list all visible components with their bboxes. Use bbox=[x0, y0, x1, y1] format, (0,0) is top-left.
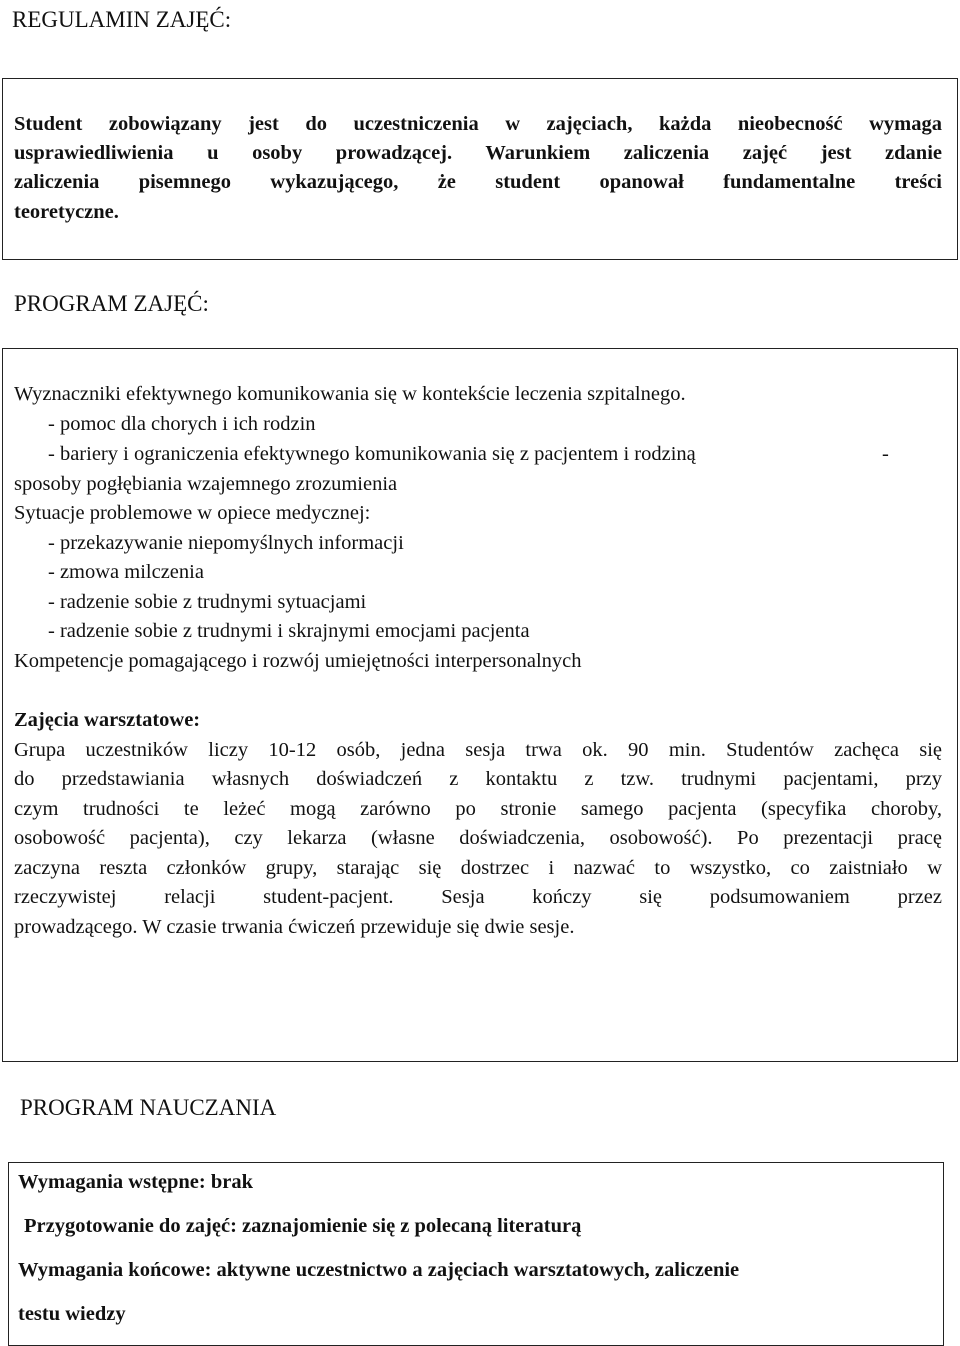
program-line-4: sposoby pogłębiania wzajemnego zrozumienia bbox=[14, 473, 398, 495]
wymagania-wstepne: Wymagania wstępne: brak bbox=[18, 1171, 253, 1193]
regulamin-line-2: usprawiedliwienia u osoby prowadzącej. Warunkiem zaliczenia zajęć jest zdanie bbox=[14, 142, 942, 164]
program-line-7: - zmowa milczenia bbox=[48, 561, 204, 583]
program-line-2: - pomoc dla chorych i ich rodzin bbox=[48, 413, 316, 435]
przygotowanie-do-zajec: Przygotowanie do zajęć: zaznajomienie się z polecaną literaturą bbox=[24, 1215, 582, 1237]
program-line-10: Kompetencje pomagającego i rozwój umiejętności interpersonalnych bbox=[14, 650, 582, 672]
workshop-line-4: osobowość pacjenta), czy lekarza (własne doświadczenia, osobowość). Po prezentacji pracę bbox=[14, 827, 942, 849]
workshop-heading: Zajęcia warsztatowe: bbox=[14, 709, 201, 731]
program-line-3: - bariery i ograniczenia efektywnego komunikowania się z pacjentem i rodziną bbox=[48, 443, 696, 465]
workshop-line-7: prowadzącego. W czasie trwania ćwiczeń przewiduje się dwie sesje. bbox=[14, 916, 575, 938]
workshop-line-3: czym trudności te leżeć mogą zarówno po stronie samego pacjenta (specyfika choroby, bbox=[14, 798, 942, 820]
program-line-8: - radzenie sobie z trudnymi sytuacjami bbox=[48, 591, 367, 613]
wymagania-koncowe-cont: testu wiedzy bbox=[18, 1303, 126, 1325]
regulamin-line-1: Student zobowiązany jest do uczestniczenia w zajęciach, każda nieobecność wymaga bbox=[14, 113, 942, 135]
workshop-line-6: rzeczywistej relacji student-pacjent. Sesja kończy się podsumowaniem przez bbox=[14, 886, 942, 908]
program-zajec-heading: PROGRAM ZAJĘĆ: bbox=[14, 291, 209, 316]
wymagania-koncowe: Wymagania końcowe: aktywne uczestnictwo a zajęciach warsztatowych, zaliczenie bbox=[18, 1259, 740, 1281]
workshop-line-1: Grupa uczestników liczy 10-12 osób, jedna sesja trwa ok. 90 min. Studentów zachęca się bbox=[14, 739, 942, 761]
regulamin-line-4: teoretyczne. bbox=[14, 201, 119, 223]
program-line-6: - przekazywanie niepomyślnych informacji bbox=[48, 532, 404, 554]
program-line-5: Sytuacje problemowe w opiece medycznej: bbox=[14, 502, 371, 524]
program-line-9: - radzenie sobie z trudnymi i skrajnymi emocjami pacjenta bbox=[48, 620, 530, 642]
workshop-line-5: zaczyna reszta członków grupy, starając się dostrzec i nazwać to wszystko, co zaistniało w bbox=[14, 857, 942, 879]
program-nauczania-heading: PROGRAM NAUCZANIA bbox=[20, 1095, 277, 1120]
program-line-3-dash: - bbox=[882, 443, 889, 465]
workshop-line-2: do przedstawiania własnych doświadczeń z kontaktu z tzw. trudnymi pacjentami, przy bbox=[14, 768, 942, 790]
program-line-1: Wyznaczniki efektywnego komunikowania się w kontekście leczenia szpitalnego. bbox=[14, 383, 686, 405]
regulamin-line-3: zaliczenia pisemnego wykazującego, że student opanował fundamentalne treści bbox=[14, 171, 942, 193]
regulamin-heading: REGULAMIN ZAJĘĆ: bbox=[12, 7, 232, 32]
